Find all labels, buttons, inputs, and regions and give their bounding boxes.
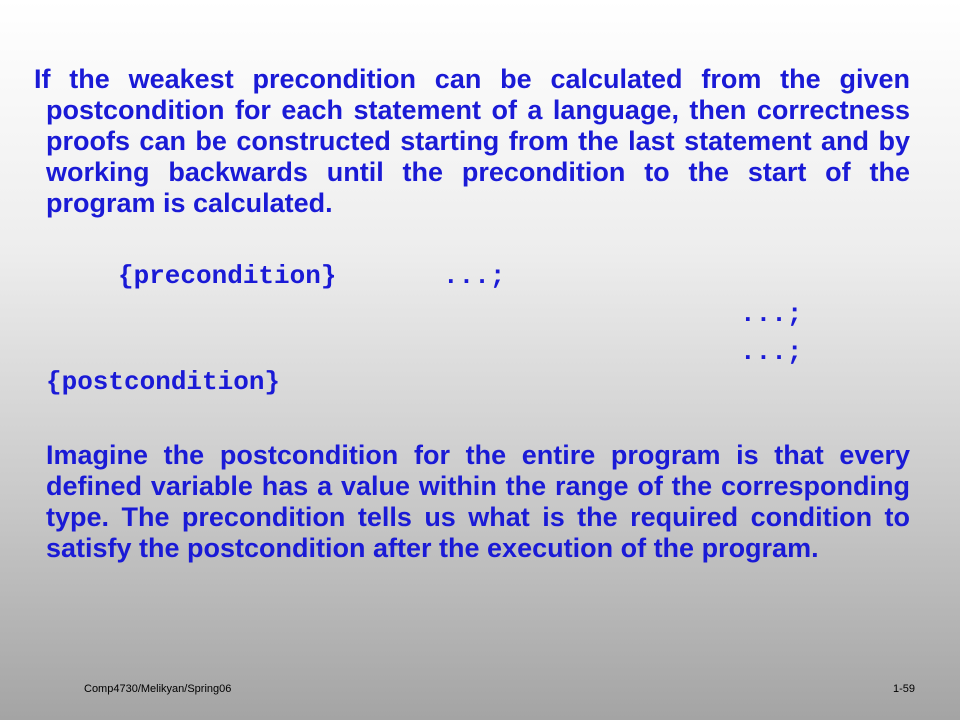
- code-precondition: {precondition}: [118, 261, 337, 291]
- footer-course: Comp4730/Melikyan/Spring06: [84, 683, 232, 695]
- footer-page-number: 1-59: [893, 683, 916, 695]
- paragraph-weakest-precondition: [34, 64, 910, 219]
- code-statement-3: ...;: [740, 337, 803, 367]
- paragraph-text: Imagine the postcondition for the entire program is that every defined variable has a value within the range of the corresponding type. The precondition tells us what is the required condition to satisfy the postcondition after the execution of the program.: [46, 440, 910, 563]
- code-statement-2: ...;: [740, 299, 803, 329]
- paragraph-text: If the weakest precondition can be calculated from the given postcondition for each statement of a language, then correctness proofs can be constructed starting from the last statement and by working backwards until the precondition to the start of the program is calculated.: [34, 64, 910, 218]
- code-statement-1: ...;: [443, 261, 506, 291]
- paragraph-imagine-postcondition: [46, 440, 910, 564]
- code-postcondition: {postcondition}: [46, 367, 281, 397]
